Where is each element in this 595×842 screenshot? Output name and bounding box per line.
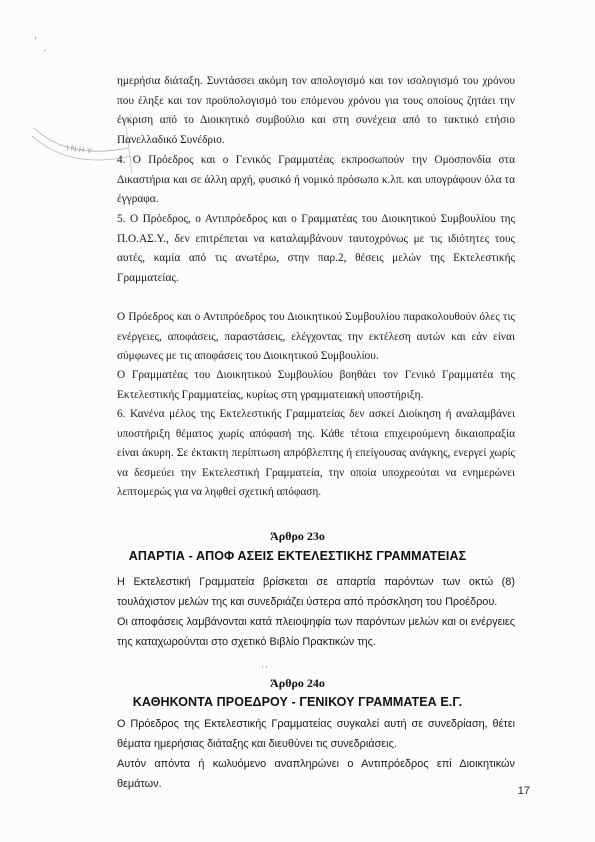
paragraph-item-6: 6. Κανένα μέλος της Εκτελεστικής Γραμματείας δεν ασκεί Διοίκηση ή αναλαμβάνει υποστήριξη θέματος χωρίς απόφασή της. Κάθε τέτοια επιχειρούμενη δικαιοπραξία είναι άκυρη. Σε έκτακτη περίπτωση απρόβλεπτης ή επείγουσας ανάγκης, ενεργεί χωρίς να δεσμεύει την Εκτελεστική Γραμματεία, την οποία υποχρεούται να ενημερώνει λεπτομερώς για να ληφθεί σχετική απόφαση. [117, 408, 515, 499]
article-24-number: Άρθρο 24ο [270, 676, 325, 690]
article-24-paragraph-2: Αυτόν απόντα ή κωλυόμενο αναπληρώνει ο Αντιπρόεδρος επί Διοικητικών θεμάτων. [117, 758, 515, 790]
paragraph-continuation: ημερήσια διάταξη. Συντάσσει ακόμη τον απολογισμό και τον ισολογισμό του χρόνου που έληξε και τον προϋπολογισμό του επόμενου χρόνου για τους οποίους ζητάει την έγκριση από το Διοικητικό συμβούλιο και στη συνέχεια από το τακτικό ετήσιο Πανελλαδικό Συνέδριο. [117, 75, 515, 146]
article-23-paragraph-2: Οι αποφάσεις λαμβάνονται κατά πλειοψηφία των παρόντων μελών και οι ενέργειες της καταχωρούνται στο σχετικό Βιβλίο Πρακτικών της. [117, 616, 515, 648]
article-23-title: ΑΠΑΡΤΙΑ - ΑΠΟΦ ΑΣΕΙΣ ΕΚΤΕΛΕΣΤΙΚΗΣ ΓΡΑΜΜΑΤΕΙΑΣ [128, 549, 467, 563]
svg-text:Ι Ν Η Υ: Ι Ν Η Υ [65, 143, 93, 156]
paragraph-president-vicepresident: Ο Πρόεδρος και ο Αντιπρόεδρος του Διοικητικού Συμβουλίου παρακολουθούν όλες τις ενέργειες, αποφάσεις, παραστάσεις, ελέγχοντας την εκτέλεση αυτών και εάν είναι σύμφωνες με τις αποφάσεις του Διοικητικού Συμβουλίου. [117, 311, 515, 363]
paragraph-secretary: Ο Γραμματέας του Διοικητικού Συμβουλίου βοηθάει τον Γενικό Γραμματέα της Εκτελεστικής Γραμματείας, κυρίως στη γραμματειακή υποστήριξη. [117, 369, 515, 401]
scan-mark: ' [44, 48, 46, 58]
article-23-paragraph-1: Η Εκτελεστική Γραμματεία βρίσκεται σε απαρτία παρόντων των οκτώ (8) τουλάχιστον μελών της και συνεδριάζει ύστερα από πρόσκληση του Προέδρου. [117, 576, 515, 608]
article-23-number: Άρθρο 23ο [270, 529, 325, 543]
paragraph-item-5: 5. Ο Πρόεδρος, ο Αντιπρόεδρος και ο Γραμματέας του Διοικητικού Συμβουλίου της Π.Ο.ΑΣ.Υ., δεν επιτρέπεται να καταλαμβάνουν ταυτοχρόνως με τις ιδιότητες τους αυτές, καμία από τις ανωτέρω, στην παρ.2, θέσεις μελών της Εκτελεστικής Γραμματείας. [117, 213, 515, 284]
article-24-title: ΚΑΘΗΚΟΝΤΑ ΠΡΟΕΔΡΟΥ - ΓΕΝΙΚΟΥ ΓΡΑΜΜΑΤΕΑ Ε.Γ. [132, 695, 463, 709]
scan-mark: , [34, 30, 37, 40]
article-24-paragraph-1: Ο Πρόεδρος της Εκτελεστικής Γραμματείας συγκαλεί αυτή σε συνεδρίαση, θέτει θέματα ημερήσιας διάταξης και διευθύνει τις συνεδριάσεις. [117, 718, 515, 750]
paragraph-item-4: 4. Ο Πρόεδρος και ο Γενικός Γραμματέας εκπροσωπούν την Ομοσπονδία στα Δικαστήρια και σε άλλη αρχή, φυσικό ή νομικό πρόσωπο κ.λπ. και υπογράφουν όλα τα έγγραφα. [117, 154, 515, 206]
page-number: 17 [517, 785, 530, 797]
scan-mark: ' ′ [262, 665, 268, 674]
